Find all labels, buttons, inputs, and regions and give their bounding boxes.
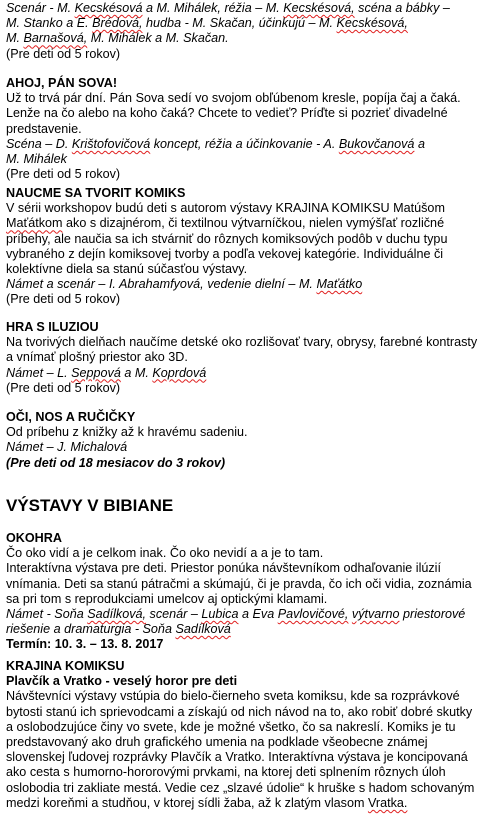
- body-line: Na tvorivých dielňach naučíme detské oko rozlišovať tvary, obrysy, farebné kontrasty: [6, 335, 478, 350]
- credit-line: Námet - Soňa Sadílková, scenár – Lubica a Eva Pavlovičové, výtvarno priestorové: [6, 607, 466, 621]
- body-line: slovenskej ľudovej rozprávky Plavčík a Vratko. Interaktívna výstava je koncipovaná: [6, 750, 468, 765]
- spellcheck-flagged-word: Koprdová: [152, 365, 207, 380]
- age-note: (Pre deti od 5 rokov): [6, 167, 121, 182]
- body-line: Maťátkom ako s dizajnérom, či textilnou výtvarníčkou, nielen vymýšľať rozličné: [6, 216, 445, 231]
- spellcheck-flagged-word: Krištofovičová: [71, 136, 151, 151]
- body-line: vnímania. Deti sa stanú pátračmi a skúmajú, či je pravda, čo ich oči vidia, zoznámia: [6, 576, 472, 591]
- body-line: kolektívne diela sa stanú súčasťou výstavy.: [6, 262, 248, 276]
- body-line: predstavovaný ako druh grafického umenia na podklade všeobecne známej: [6, 735, 428, 749]
- spellcheck-flagged-word: Maťátkom: [6, 216, 63, 231]
- spellcheck-flagged-word: Sadílková,: [87, 607, 147, 621]
- body-line: bytosti stanú ich sprievodcami a získajú od nich návod na to, ako robiť dobré skutky: [6, 704, 473, 719]
- spellcheck-flagged-word: Kecskésová,: [336, 16, 408, 31]
- body-line: ako cesta s humorno-hororovými prvkami, na ktorej deti splnením rôznych úloh: [6, 765, 446, 780]
- body-line: predstavenie.: [6, 121, 82, 136]
- body-line: Návštevníci výstavy vstúpia do bielo-čierneho sveta komiksu, kde sa rozprávkové: [6, 689, 460, 704]
- body-line: oslobodia tri zakliate mestá. Vedie cez „slzavé údolie“ k hruške s hadom schovaným: [6, 780, 475, 795]
- section-title: NAUCME SA TVORIT KOMIKS: [6, 186, 186, 200]
- spellcheck-flagged-word: Maťátko: [316, 277, 363, 292]
- spellcheck-flagged-word: Sadílková: [175, 622, 231, 637]
- section-title: HRA S ILUZIOU: [6, 320, 99, 334]
- credit-line: M. Barnašová, M. Mihálek a M. Skačan.: [6, 31, 229, 46]
- body-line: a oslobodzujúce činy vo svete, kde je možné všetko, čo sa nakreslí. Komiks je tu: [6, 719, 456, 734]
- age-note: (Pre deti od 18 mesiacov do 3 rokov): [6, 455, 226, 470]
- spellcheck-flagged-word: Pavlovičové,: [277, 607, 349, 621]
- body-line: a vnímať plošný priestor ako 3D.: [6, 350, 188, 365]
- body-line: Čo oko vidí a je celkom inak. Čo oko nevidí a a je to tam.: [6, 546, 324, 561]
- section-title: OČI, NOS A RUČIČKY: [6, 410, 136, 424]
- exhibitions-heading: VÝSTAVY V BIBIANE: [6, 496, 174, 515]
- body-line: Už to trvá pár dní. Pán Sova sedí vo svojom obľúbenom kresle, popíja čaj a čaká.: [6, 91, 461, 106]
- body-line: vybraného z dejín komiksovej tvorby a podľa vekovej kategórie. Individuálne či: [6, 246, 444, 261]
- section-title: OKOHRA: [6, 531, 62, 545]
- body-line: medzi koreňmi a studňou, v ktorej sídli žaba, až k zlatým vlasom Vratka.: [6, 795, 408, 810]
- spellcheck-flagged-word: Kecskésová: [74, 1, 143, 15]
- credit-line: M. Stanko a E. Brédová, hudba - M. Skačan, účinkujú – M. Kecskésová,: [6, 16, 408, 31]
- body-line: Od príbehu z knižky až k hravému sadeniu.: [6, 425, 248, 440]
- credit-line: Námet a scenár – I. Abrahamfyová, vedenie dielní – M. Maťátko: [6, 277, 363, 292]
- spellcheck-flagged-word: Vratka.: [367, 795, 408, 810]
- body-line: sa pri tom s reprodukciami umelcov aj optickými klamami.: [6, 591, 328, 606]
- credit-line: riešenie a dramaturgia - Soňa Sadílková: [6, 622, 231, 637]
- spellcheck-flagged-word: Brédová,: [92, 16, 143, 31]
- body-line: Lenže na čo alebo na koho čaká? Chcete to vedieť? Príďte si pozrieť divadelné: [6, 106, 448, 121]
- section-title: KRAJINA KOMIKSU: [6, 659, 125, 673]
- credit-line: Scéna – D. Krištofovičová koncept, réžia a účinkovanie - A. Bukovčanová a: [6, 136, 425, 151]
- spellcheck-flagged-word: Seppová: [71, 365, 121, 380]
- spellcheck-flagged-word: Bukovčanová: [338, 136, 415, 151]
- credit-line: Námet – J. Michalová: [6, 440, 128, 455]
- body-line: V sérii workshopov budú deti s autorom výstavy KRAJINA KOMIKSU Matúšom: [6, 201, 445, 216]
- age-note: (Pre deti od 5 rokov): [6, 292, 121, 307]
- spellcheck-flagged-word: Kecskésová,: [283, 1, 355, 15]
- spellcheck-flagged-word: Barnašová,: [23, 31, 88, 46]
- body-line: príbehy, ale naučia sa ich stvárniť do rôznych komiksových podôb v duchu typu: [6, 231, 448, 246]
- section-title: AHOJ, PÁN SOVA!: [6, 76, 118, 90]
- age-note: (Pre deti od 5 rokov): [6, 46, 121, 61]
- section-subtitle: Plavčík a Vratko - veselý horor pre deti: [6, 674, 238, 689]
- credit-line: Námet – L. Seppová a M. Koprdová: [6, 365, 207, 380]
- term-line: Termín: 10. 3. – 13. 8. 2017: [6, 637, 164, 652]
- spellcheck-flagged-word: výtvarno: [351, 607, 400, 621]
- credit-line: M. Mihálek: [6, 152, 67, 166]
- body-line: Interaktívna výstava pre deti. Priestor ponúka návštevníkom odhaľovanie ilúzií: [6, 561, 441, 576]
- spellcheck-flagged-word: Lubica: [201, 607, 239, 621]
- credit-line: Scenár - M. Kecskésová a M. Mihálek, réžia – M. Kecskésová, scéna a bábky –: [6, 1, 450, 15]
- age-note: (Pre deti od 5 rokov): [6, 380, 121, 395]
